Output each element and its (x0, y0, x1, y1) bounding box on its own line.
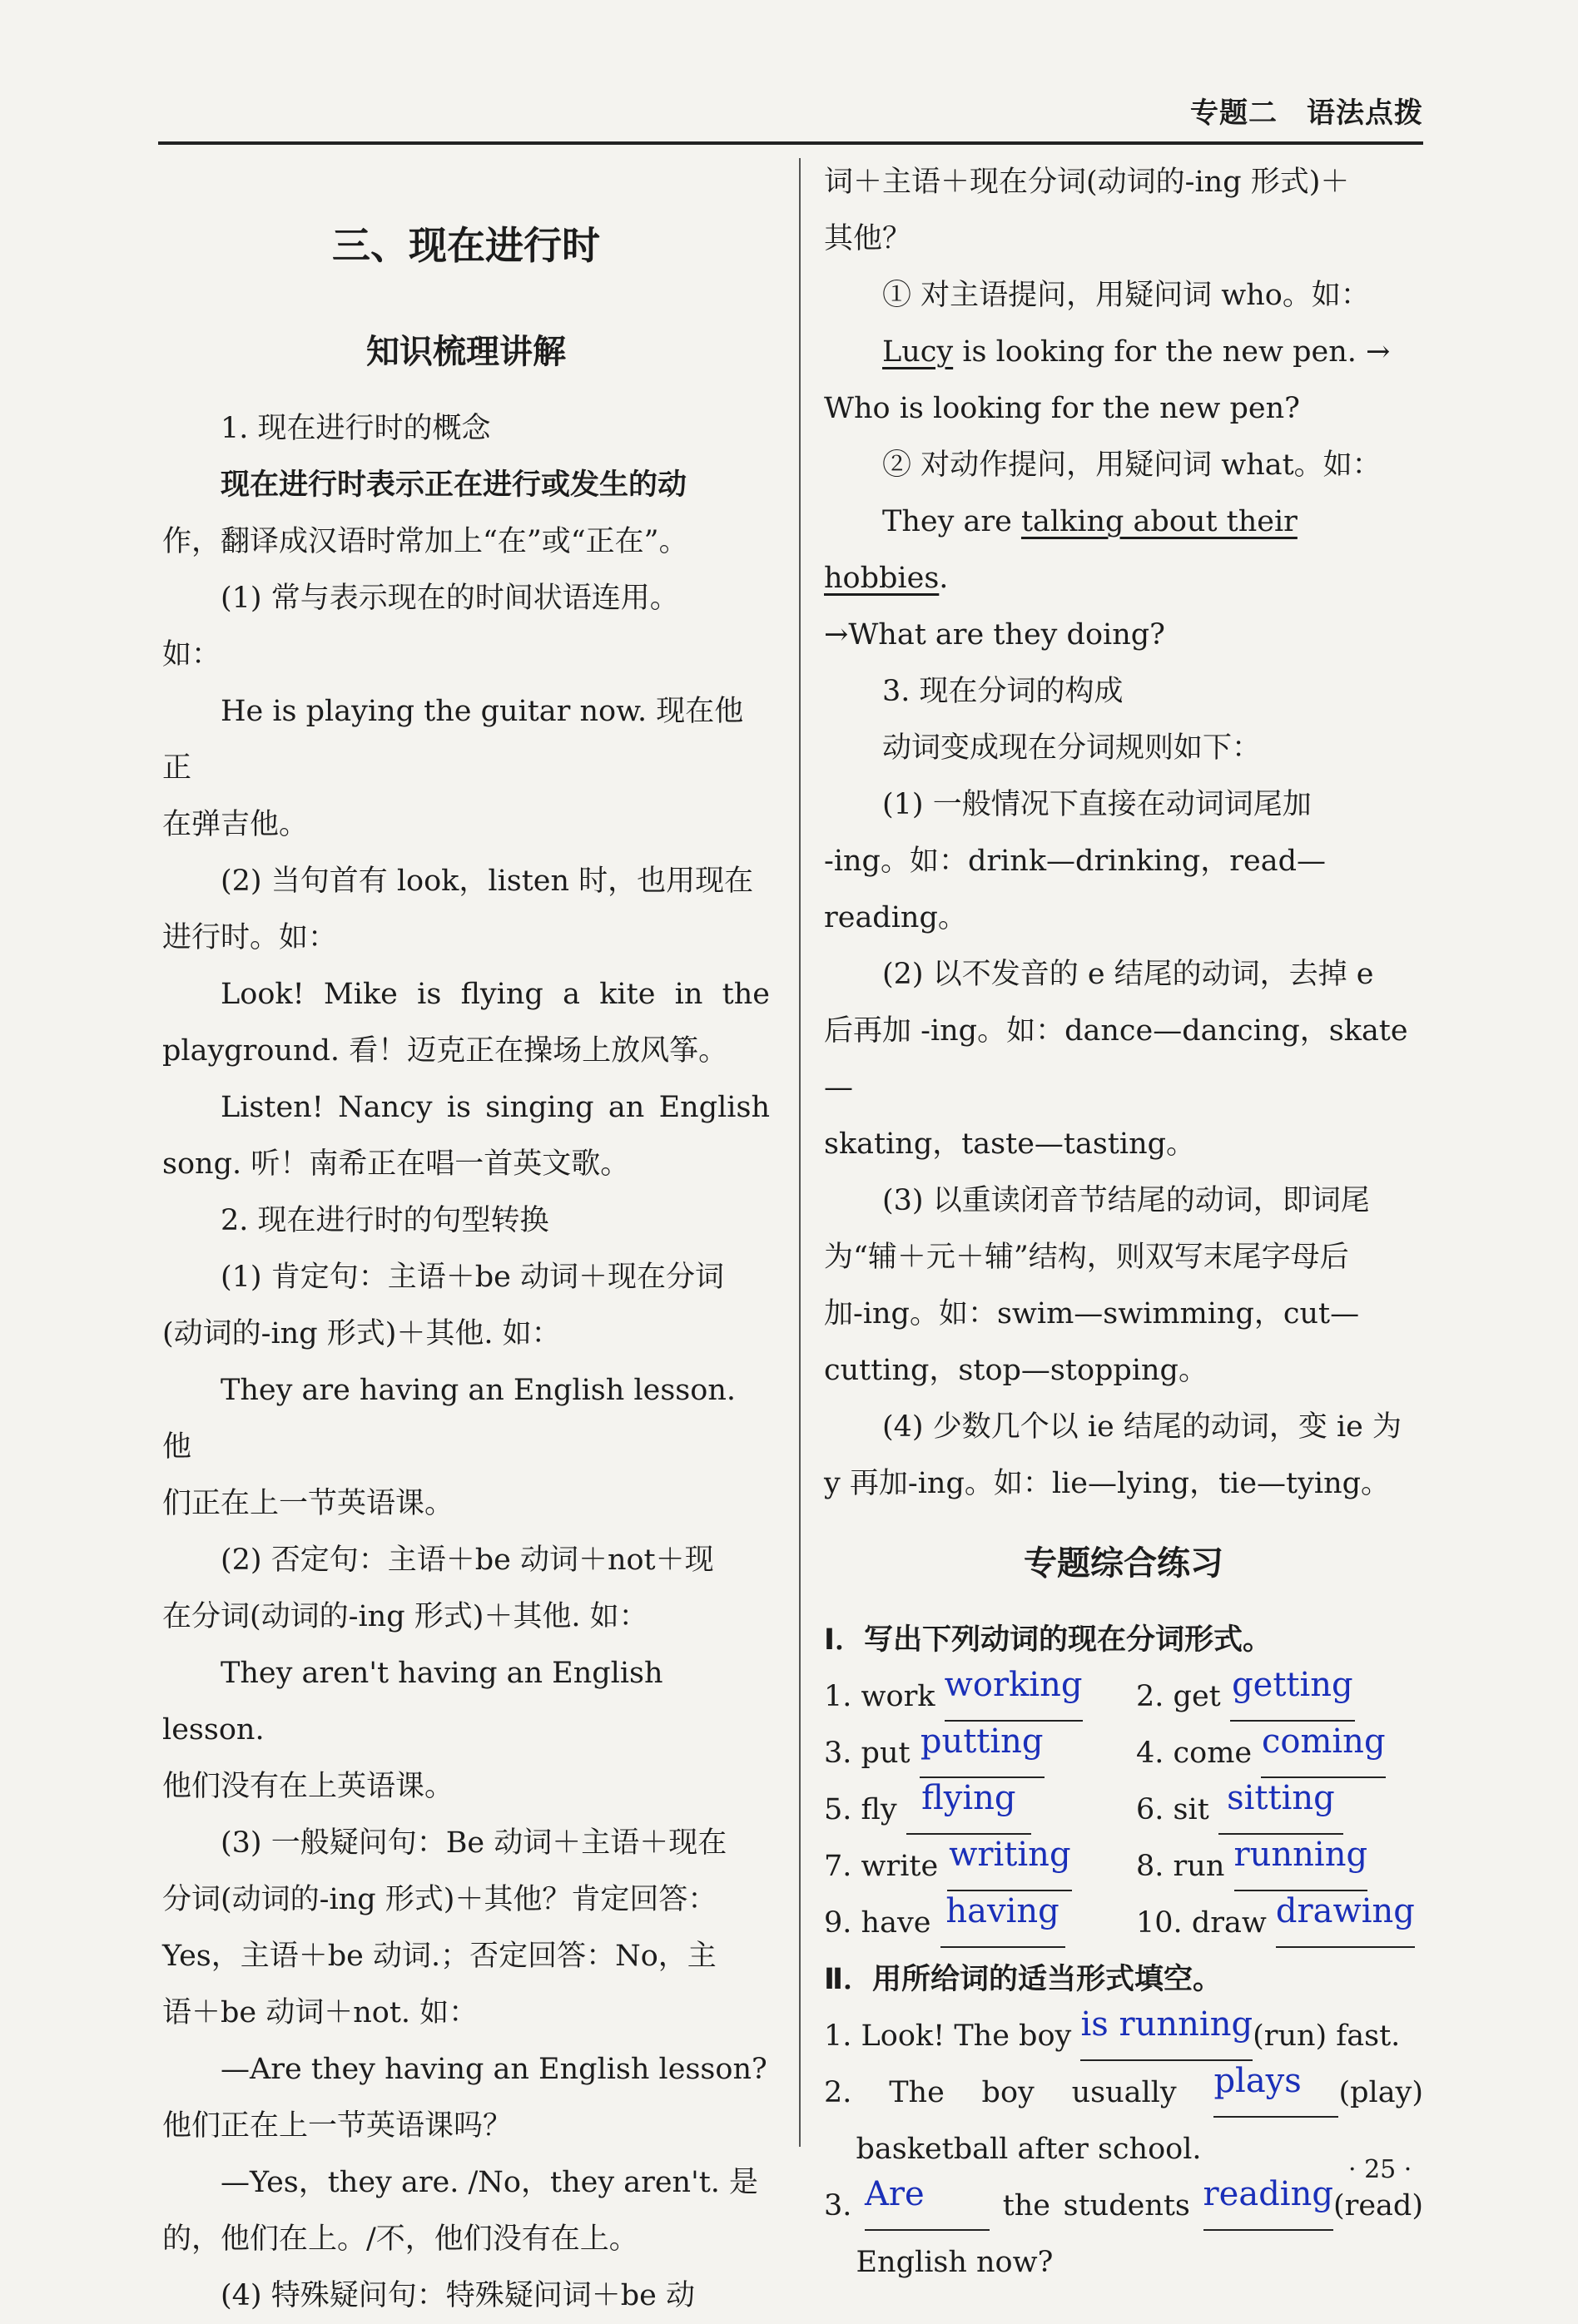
text-line: He is playing the guitar now. 现在他正 (162, 695, 744, 785)
text-line: 语＋be 动词＋not. 如： (162, 1996, 479, 2029)
text-line: 作，翻译成汉语时常加上“在”或“正在”。 (162, 525, 688, 558)
exercise-item: 1. work working (824, 1668, 1111, 1725)
text-line: 2. 现在进行时的句型转换 (221, 1204, 549, 1237)
text-line: 后再加 -ing。如：dance—dancing，skate— (824, 1014, 1408, 1104)
page-header (158, 83, 1423, 145)
text-line (824, 493, 1423, 607)
text-line: They are having an English lesson. 他 (162, 1374, 736, 1464)
column-divider (799, 158, 801, 2147)
text-line: 的，他们在上。/不，他们没有在上。 (162, 2222, 638, 2256)
text-line: Listen! Nancy is singing an English (221, 1091, 770, 1124)
text-line: song. 听！南希正在唱一首英文歌。 (162, 1147, 630, 1181)
text-line: 3. 现在分词的构成 (882, 675, 1124, 708)
text-line: They aren't having an English lesson. (162, 1657, 663, 1747)
answer-blank[interactable]: having (940, 1905, 1065, 1948)
text-line: (2) 以不发音的 e 结尾的动词，去掉 e (882, 958, 1374, 991)
header-title: 专题二 语法点拨 (1190, 97, 1423, 130)
text-line: 动词变成现在分词规则如下： (882, 731, 1262, 765)
answer-blank[interactable]: drawing (1276, 1905, 1415, 1948)
text-line: -ing。如：drink—drinking，read—reading。 (824, 845, 1326, 934)
text-line: (动词的-ing 形式)＋其他. 如： (162, 1317, 561, 1350)
exercise-item: 9. have having (824, 1895, 1111, 1951)
text-line: 词＋主语＋现在分词(动词的-ing 形式)＋ (824, 166, 1350, 199)
answer-blank[interactable]: working (945, 1678, 1083, 1722)
exercise-grid (824, 1668, 1423, 1951)
text-line: 分词(动词的-ing 形式)＋其他？肯定回答： (162, 1883, 717, 1916)
answer-blank[interactable]: running (1234, 1848, 1368, 1891)
text-line: 加-ing。如：swim—swimming，cut— (824, 1297, 1360, 1330)
text-line: (4) 特殊疑问句：特殊疑问词＋be 动 (221, 2279, 695, 2312)
underlined-subject: Lucy (882, 335, 954, 369)
text-line: 现在进行时表示正在进行或发生的动 (221, 468, 687, 502)
left-column (162, 154, 770, 2324)
text-line: —Are they having an English lesson? (221, 2053, 767, 2086)
text-line: (3) 以重读闭音节结尾的动词，即词尾 (882, 1184, 1370, 1217)
text-line: 们正在上一节英语课。 (162, 1487, 454, 1520)
text-line: 在弹吉他。 (162, 808, 309, 841)
page-number: · 25 · (1348, 2155, 1412, 2184)
text-line: 1. 现在进行时的概念 (221, 412, 491, 445)
text-line: →What are they doing? (824, 618, 1165, 652)
right-column (824, 154, 1423, 2291)
text-line: (2) 否定句：主语＋be 动词＋not＋现 (221, 1544, 714, 1577)
text-fragment: . (939, 562, 949, 595)
text-line: (4) 少数几个以 ie 结尾的动词，变 ie 为 (882, 1410, 1402, 1444)
answer-blank[interactable]: is running (1080, 2018, 1253, 2061)
exercise-item: 6. sit sitting (1136, 1781, 1423, 1838)
text-line: cutting，stop—stopping。 (824, 1354, 1208, 1387)
exercise-item: 4. come coming (1136, 1725, 1423, 1781)
text-line: 他们没有在上英语课。 (162, 1770, 454, 1803)
text-line: y 再加-ing。如：lie—lying，tie—tying。 (824, 1467, 1391, 1500)
text-line: (3) 一般疑问句：Be 动词＋主语＋现在 (221, 1826, 727, 1860)
sub-title: 知识梳理讲解 (366, 333, 566, 371)
text-line: 他们正在上一节英语课吗？ (162, 2109, 513, 2143)
text-line: ② 对动作提问，用疑问词 what。如： (882, 448, 1382, 482)
practice-title: 专题综合练习 (1024, 1544, 1223, 1583)
exercise-heading-2: Ⅱ．用所给词的适当形式填空。 (824, 1963, 1223, 1996)
text-line: playground. 看！迈克正在操场上放风筝。 (162, 1034, 728, 1068)
answer-blank[interactable]: putting (920, 1735, 1045, 1778)
question-2-cont: basketball after school. (856, 2133, 1202, 2166)
text-line: 在分词(动词的-ing 形式)＋其他. 如： (162, 1600, 648, 1633)
question-2: 2. The boy usually plays (play) (824, 2064, 1423, 2121)
exercise-item: 5. fly flying (824, 1781, 1111, 1838)
exercise-heading-1: Ⅰ．写出下列动词的现在分词形式。 (824, 1623, 1273, 1657)
text-line: 其他？ (824, 222, 912, 255)
text-line: Look! Mike is flying a kite in the (221, 978, 770, 1011)
text-line: —Yes，they are. /No，they aren't. 是 (221, 2166, 759, 2199)
answer-blank[interactable]: sitting (1218, 1791, 1343, 1835)
text-line: (1) 肯定句：主语＋be 动词＋现在分词 (221, 1261, 724, 1294)
exercise-item: 7. write writing (824, 1838, 1111, 1895)
question-3-cont: English now? (856, 2246, 1054, 2279)
question-3: 3. Are the students reading(read) (824, 2178, 1423, 2234)
text-line: (2) 当句首有 look，listen 时，也用现在 (221, 865, 754, 898)
exercise-item: 10. draw drawing (1136, 1895, 1423, 1951)
answer-blank[interactable]: Are (865, 2188, 990, 2231)
text-line: ① 对主语提问，用疑问词 who。如： (882, 279, 1370, 312)
text-line: (1) 一般情况下直接在动词词尾加 (882, 788, 1312, 821)
text-line: 进行时。如： (162, 921, 338, 954)
answer-blank[interactable]: flying (906, 1791, 1031, 1835)
section-title: 三、现在进行时 (332, 223, 600, 268)
text-line: (1) 常与表示现在的时间状语连用。 (221, 582, 679, 615)
answer-blank[interactable]: writing (947, 1848, 1072, 1891)
text-fragment: is looking for the new pen. → (962, 335, 1391, 369)
exercise-item: 3. put putting (824, 1725, 1111, 1781)
answer-blank[interactable]: plays (1213, 2074, 1338, 2118)
exercise-item: 8. run running (1136, 1838, 1423, 1895)
text-fragment: They are (882, 505, 1012, 538)
text-line: Who is looking for the new pen? (824, 392, 1300, 425)
exercise-item: 2. get getting (1136, 1668, 1423, 1725)
text-line: skating，taste—tasting。 (824, 1127, 1196, 1161)
answer-blank[interactable]: reading (1203, 2188, 1333, 2231)
underlined-action: talking about their hobbies (824, 505, 1298, 595)
answer-blank[interactable]: getting (1230, 1678, 1355, 1722)
text-line: Yes，主语＋be 动词.；否定回答：No，主 (162, 1940, 717, 1973)
question-1: 1. Look! The boy is running(run) fast. (824, 2008, 1423, 2064)
answer-blank[interactable]: coming (1261, 1735, 1386, 1778)
text-line: 为“辅＋元＋辅”结构，则双写末尾字母后 (824, 1241, 1349, 1274)
text-line (824, 324, 1423, 380)
text-line: 如： (162, 638, 221, 671)
